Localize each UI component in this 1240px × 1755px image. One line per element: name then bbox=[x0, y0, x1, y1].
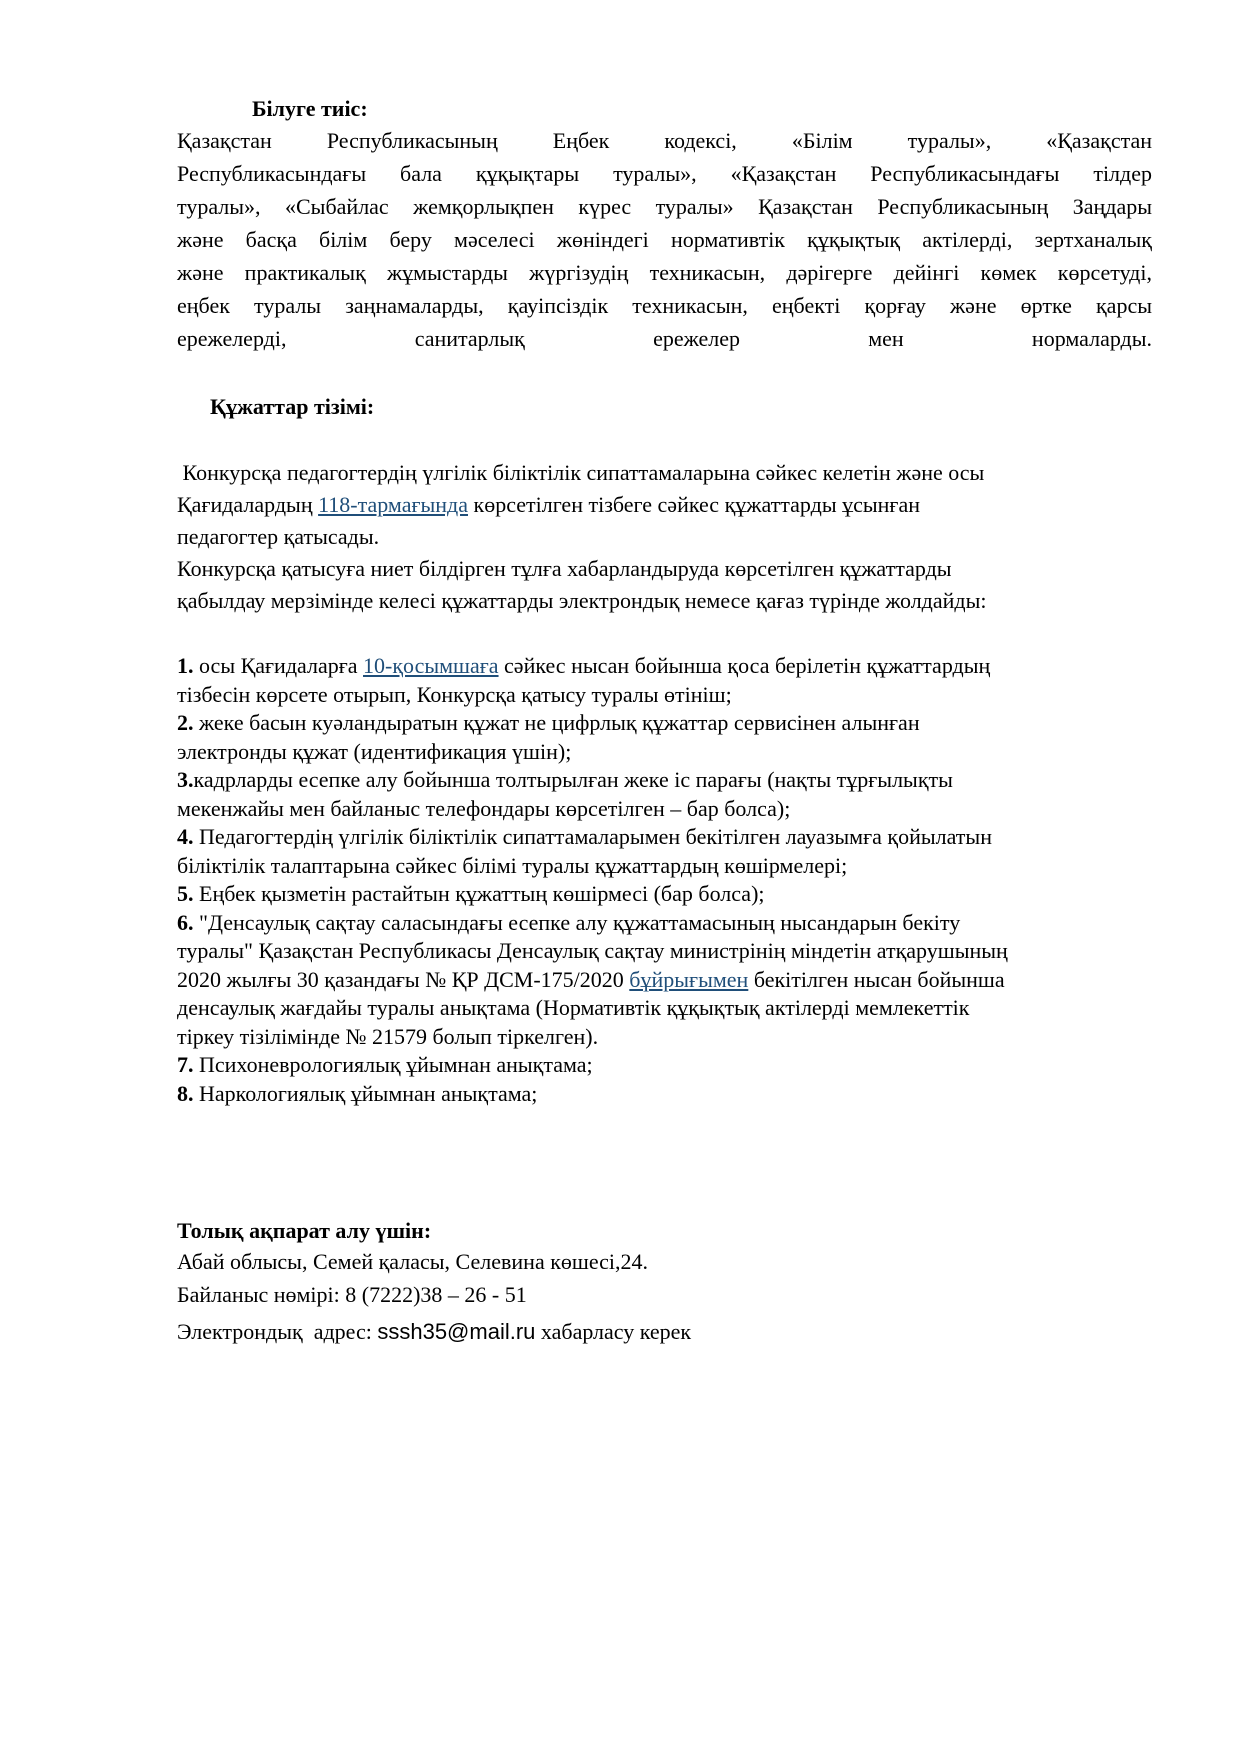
contact-heading: Толық ақпарат алу үшін: bbox=[177, 1218, 432, 1243]
documents-submission-paragraph bbox=[177, 553, 1177, 617]
text-line: электронды құжат (идентификация үшін); bbox=[177, 738, 572, 764]
text-word: туралы», «Қазақстан bbox=[907, 128, 1153, 153]
text-segment: жеке басын куәландыратын құжат не цифрлық құжаттар сервисінен алынған bbox=[193, 710, 920, 735]
list-item-7 bbox=[177, 1051, 1177, 1080]
text-line: еңбек туралы заңнамаларды, қауіпсіздік техникасын, еңбекті қорғау және өртке қарсы bbox=[177, 293, 1152, 318]
text-word: ережелер bbox=[653, 326, 741, 351]
text-segment: бекітілген нысан бойынша bbox=[748, 966, 1005, 992]
section-heading-requirements: Білуге тиіс: bbox=[252, 96, 368, 121]
text-segment: осы Қағидаларға bbox=[193, 653, 364, 678]
text-line: және практикалық жұмыстарды жүргізудің техникасын, дәрігерге дейінгі көмек көрсетуді, bbox=[177, 260, 1152, 285]
text-segment: Психоневрологиялық ұйымнан анықтама; bbox=[193, 1052, 593, 1077]
text-line: біліктілік талаптарына сәйкес білімі туралы құжаттардың көшірмелері; bbox=[177, 852, 848, 878]
documents-list bbox=[177, 652, 1177, 1108]
list-item-4 bbox=[177, 823, 1177, 852]
text-line: туралы», «Сыбайлас жемқорлықпен күрес туралы» Қазақстан Республикасының Заңдары bbox=[177, 194, 1152, 219]
list-number: 2. bbox=[177, 710, 194, 735]
text-line: қабылдау мерзімінде келесі құжаттарды электрондық немесе қағаз түрінде жолдайды: bbox=[177, 588, 987, 613]
text-segment: Наркологиялық ұйымнан анықтама; bbox=[193, 1080, 538, 1106]
link-118-clause[interactable]: 118-тармағында bbox=[318, 492, 468, 517]
list-number: 7. bbox=[177, 1052, 194, 1077]
text-word: санитарлық bbox=[414, 326, 525, 351]
link-appendix-10[interactable]: 10-қосымшаға bbox=[363, 653, 499, 678]
text-line bbox=[177, 322, 1152, 355]
text-segment: Қағидалардың bbox=[177, 492, 319, 517]
documents-intro-paragraph bbox=[177, 457, 1177, 553]
section-heading-documents: Құжаттар тізімі: bbox=[210, 394, 375, 419]
text-word: Еңбек кодексі, «Білім bbox=[552, 128, 853, 153]
list-number: 4. bbox=[177, 824, 194, 849]
contact-phone: Байланыс нөмірі: 8 (7222)38 – 26 - 51 bbox=[177, 1282, 527, 1307]
list-item-6 bbox=[177, 909, 1177, 938]
list-number: 6. bbox=[177, 909, 194, 935]
text-word: ережелерді, bbox=[177, 326, 287, 351]
list-number: 1. bbox=[177, 653, 194, 678]
list-item-3 bbox=[177, 766, 1177, 795]
text-segment: хабарласу керек bbox=[535, 1319, 692, 1344]
text-word: Республикасының bbox=[326, 128, 498, 153]
list-number: 8. bbox=[177, 1080, 194, 1106]
requirements-paragraph bbox=[177, 124, 1152, 355]
text-segment: кадрларды есепке алу бойынша толтырылған жеке іс парағы (нақты тұрғылықты bbox=[193, 767, 953, 792]
text-segment: "Денсаулық сақтау саласындағы есепке алу құжаттамасының нысандарын бекіту bbox=[193, 909, 961, 935]
contact-email-line bbox=[177, 1314, 1177, 1350]
list-number: 5. bbox=[177, 881, 194, 906]
list-item-2 bbox=[177, 709, 1177, 738]
text-segment: 2020 жылғы 30 қазандағы № ҚР ДСМ-175/2020 bbox=[177, 966, 630, 992]
contact-address: Абай облысы, Семей қаласы, Селевина көшесі,24. bbox=[177, 1249, 649, 1274]
text-line: және басқа білім беру мәселесі жөніндегі нормативтік құқықтық актілерді, зертханалық bbox=[177, 227, 1152, 252]
list-item-5 bbox=[177, 880, 1177, 909]
text-segment: Педагогтердің үлгілік біліктілік сипаттамаларымен бекітілген лауазымға қойылатын bbox=[193, 824, 992, 849]
text-line: Конкурсқа қатысуға ниет білдірген тұлға хабарландыруда көрсетілген құжаттарды bbox=[177, 556, 952, 581]
text-word: нормаларды. bbox=[1031, 326, 1153, 351]
text-line: Республикасындағы бала құқықтары туралы», «Қазақстан Республикасындағы тілдер bbox=[177, 161, 1152, 186]
email-address[interactable]: sssh35@mail.ru bbox=[377, 1319, 536, 1344]
text-segment: көрсетілген тізбеге сәйкес құжаттарды ұсынған bbox=[468, 492, 920, 517]
list-item-8 bbox=[177, 1080, 1177, 1109]
text-line: педагогтер қатысады. bbox=[177, 524, 380, 549]
list-item-1 bbox=[177, 652, 1177, 681]
text-word: мен bbox=[868, 326, 904, 351]
text-line: тіркеу тізілімінде № 21579 болып тіркелген). bbox=[177, 1023, 599, 1049]
link-order[interactable]: бұйрығымен bbox=[629, 966, 749, 992]
text-line bbox=[177, 966, 1177, 995]
text-line bbox=[177, 489, 1177, 521]
text-segment: Еңбек қызметін растайтын құжаттың көшірмесі (бар болса); bbox=[193, 881, 765, 906]
text-line: тізбесін көрсете отырып, Конкурсқа қатысу туралы өтініш; bbox=[177, 681, 732, 707]
text-segment: сәйкес нысан бойынша қоса берілетін құжаттардың bbox=[498, 653, 991, 678]
list-number: 3. bbox=[177, 767, 194, 792]
text-line bbox=[177, 124, 1152, 157]
text-line: денсаулық жағдайы туралы анықтама (Нормативтік құқықтық актілерді мемлекеттік bbox=[177, 995, 970, 1020]
text-word: Қазақстан bbox=[177, 128, 272, 153]
text-line: Конкурсқа педагогтердің үлгілік біліктілік сипаттамаларына сәйкес келетін және осы bbox=[177, 460, 985, 485]
text-segment: Электрондық адрес: bbox=[177, 1319, 378, 1344]
contact-block bbox=[177, 1216, 1177, 1350]
text-line: туралы" Қазақстан Республикасы Денсаулық сақтау министрінің міндетін атқарушының bbox=[177, 938, 1008, 963]
text-line: мекенжайы мен байланыс телефондары көрсетілген – бар болса); bbox=[177, 795, 791, 821]
